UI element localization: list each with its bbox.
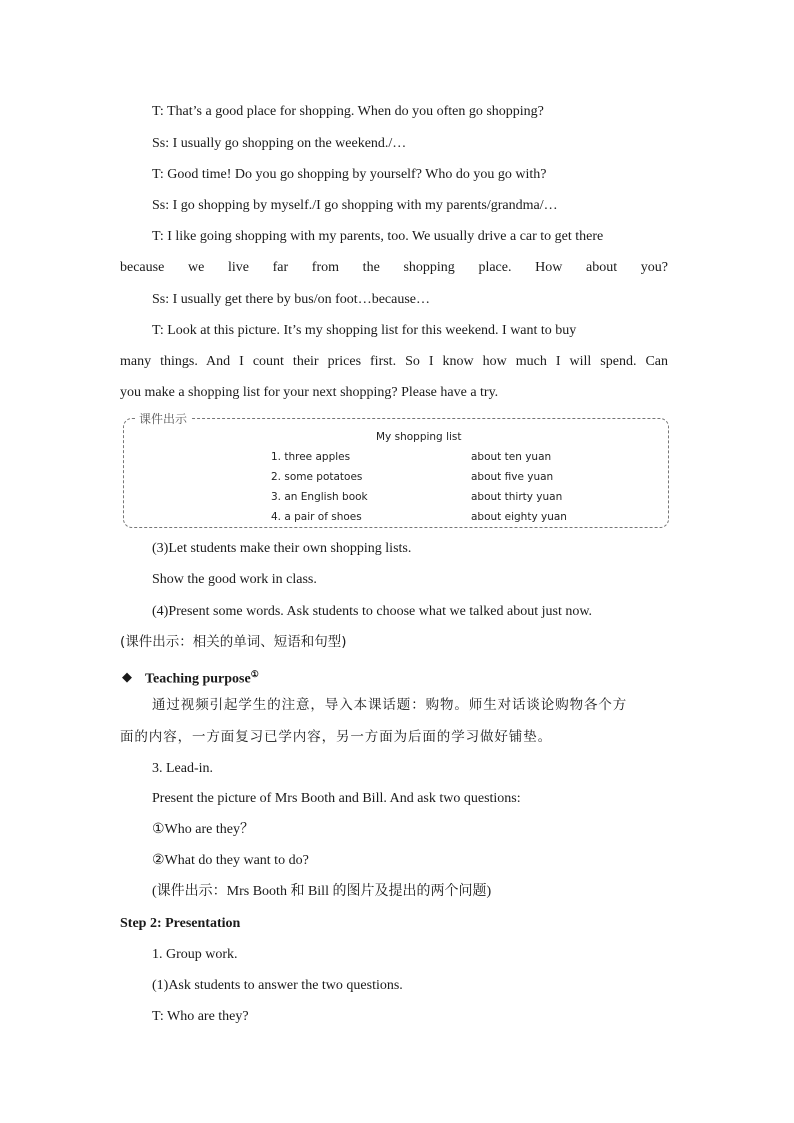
shopping-list-item: 4. a pair of shoes [271, 511, 362, 523]
shopping-list-item: 2. some potatoes [271, 471, 363, 483]
instruction-line: (3)Let students make their own shopping lists. [152, 541, 412, 556]
lead-in-heading: 3. Lead-in. [152, 761, 214, 776]
step-heading: Step 2: Presentation [120, 916, 241, 931]
courseware-note: (课件出示：相关的单词、短语和句型) [120, 634, 347, 650]
step-line: (1)Ask students to answer the two questions. [152, 978, 403, 993]
dialogue-line-continued: many things. And I count their prices first. So I know how much I will spend. Can [120, 354, 668, 369]
dialogue-line: Ss: I go shopping by myself./I go shopping with my parents/grandma/… [152, 198, 558, 213]
shopping-list-price: about thirty yuan [471, 491, 563, 503]
footnote-mark: ① [250, 669, 259, 679]
diamond-bullet-icon: ◆ [122, 669, 132, 684]
shopping-list-item: 3. an English book [271, 491, 368, 503]
shopping-list-price: about five yuan [471, 471, 554, 483]
instruction-line: Show the good work in class. [152, 572, 317, 587]
courseware-note: (课件出示：Mrs Booth 和 Bill 的图片及提出的两个问题) [152, 884, 492, 899]
teaching-purpose-title: Teaching purpose [145, 671, 251, 687]
step-line: 1. Group work. [152, 947, 238, 962]
teaching-purpose-text: 面的内容，一方面复习已学内容，另一方面为后面的学习做好铺垫。 [120, 729, 552, 745]
shopping-list-price: about ten yuan [471, 451, 552, 463]
dialogue-line-continued: you make a shopping list for your next shopping? Please have a try. [120, 385, 499, 400]
dialogue-line: Ss: I usually get there by bus/on foot…because… [152, 292, 431, 307]
dialogue-line: Ss: I usually go shopping on the weekend./… [152, 136, 407, 151]
dialogue-line: T: I like going shopping with my parents, too. We usually drive a car to get there [152, 229, 604, 244]
shopping-list-item: 1. three apples [271, 451, 351, 463]
dialogue-line: T: That’s a good place for shopping. When do you often go shopping? [152, 104, 544, 119]
step-line: T: Who are they? [152, 1009, 249, 1024]
dialogue-line: T: Look at this picture. It’s my shopping list for this weekend. I want to buy [152, 323, 577, 338]
dialogue-line: T: Good time! Do you go shopping by yourself? Who do you go with? [152, 167, 547, 182]
shopping-list-price: about eighty yuan [471, 511, 567, 523]
question-line: ①Who are they？ [152, 822, 254, 837]
instruction-line: (4)Present some words. Ask students to choose what we talked about just now. [152, 604, 593, 619]
shopping-list-title: My shopping list [376, 431, 462, 443]
courseware-label: 课件出示 [135, 411, 191, 427]
question-line: ②What do they want to do? [152, 853, 309, 868]
dialogue-line-continued: because we live far from the shopping place. How about you? [120, 260, 668, 275]
teaching-purpose-text: 通过视频引起学生的注意，导入本课话题：购物。师生对话谈论购物各个方 [152, 697, 628, 713]
teaching-purpose-heading [145, 665, 259, 689]
lead-in-line: Present the picture of Mrs Booth and Bill. And ask two questions: [152, 791, 521, 806]
